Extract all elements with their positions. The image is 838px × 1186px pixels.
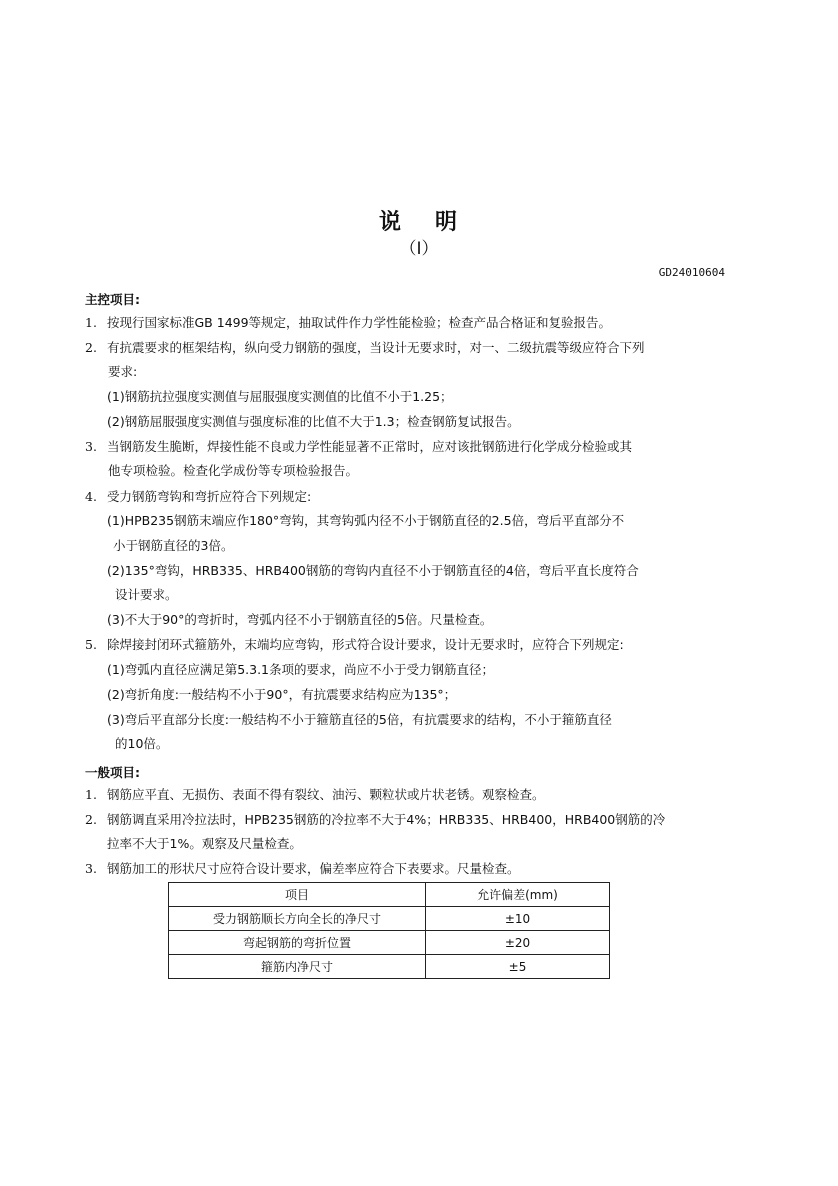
item-number: 4. [85,489,97,504]
table-header-row [169,883,610,907]
sub-item-continuation: 小于钢筋直径的3倍。 [113,538,234,553]
list-item [85,812,665,828]
sub-item: (3)不大于90°的弯折时，弯弧内径不小于钢筋直径的5倍。尺量检查。 [107,612,493,627]
sub-item: (2)135°弯钩，HRB335、HRB400钢筋的弯钩内直径不小于钢筋直径的4倍，弯后平直长度符合 [107,563,639,578]
sub-item-continuation: 的10倍。 [115,736,169,751]
table-cell-tolerance: ±10 [426,907,610,931]
table-header-item: 项目 [169,883,426,907]
table-cell-tolerance: ±5 [426,955,610,979]
table-row [169,955,610,979]
table-cell-item: 箍筋内净尺寸 [169,955,426,979]
item-number: 2. [85,812,97,827]
sub-item-continuation: 设计要求。 [115,587,178,602]
item-text: 受力钢筋弯钩和弯折应符合下列规定: [107,489,312,504]
list-item [85,340,645,356]
item-text: 钢筋调直采用冷拉法时，HPB235钢筋的冷拉率不大于4%；HRB335、HRB400，HRB400钢筋的冷 [107,812,666,827]
table-cell-item: 受力钢筋顺长方向全长的净尺寸 [169,907,426,931]
list-item [85,315,611,331]
item-number: 2. [85,340,97,355]
list-item [85,637,624,653]
title-char-2: 明 [435,210,460,235]
list-item [85,787,545,803]
item-number: 1. [85,787,97,802]
list-item [85,489,311,505]
item-number: 3. [85,439,97,454]
item-text: 按现行国家标准GB 1499等规定，抽取试件作力学性能检验；检查产品合格证和复验报告。 [107,315,612,330]
item-text: 钢筋加工的形状尺寸应符合设计要求，偏差率应符合下表要求。尺量检查。 [107,861,520,876]
item-text: 钢筋应平直、无损伤、表面不得有裂纹、油污、颗粒状或片状老锈。观察检查。 [107,787,545,802]
sub-item: (1)HPB235钢筋末端应作180°弯钩，其弯钩弧内径不小于钢筋直径的2.5倍，弯后平直部分不 [107,513,625,528]
title-char-1: 说 [378,210,403,235]
table-row [169,931,610,955]
list-item [85,861,520,877]
table-cell-item: 弯起钢筋的弯折位置 [169,931,426,955]
item-number: 5. [85,637,97,652]
page-title [0,205,838,236]
section-heading-main: 主控项目: [85,292,140,307]
item-continuation: 他专项检验。检查化学成份等专项检验报告。 [108,463,359,478]
list-item [85,439,632,455]
sub-item: (1)钢筋抗拉强度实测值与屈服强度实测值的比值不小于1.25； [107,389,453,404]
table-row [169,907,610,931]
table-header-tolerance: 允许偏差(mm) [426,883,610,907]
document-code: GD24010604 [658,266,725,279]
item-number: 3. [85,861,97,876]
sub-item: (2)弯折角度:一般结构不小于90°，有抗震要求结构应为135°； [107,687,457,702]
item-text: 当钢筋发生脆断，焊接性能不良或力学性能显著不正常时，应对该批钢筋进行化学成分检验或其 [107,439,633,454]
sub-item: (2)钢筋屈服强度实测值与强度标准的比值不大于1.3；检查钢筋复试报告。 [107,414,520,429]
item-text: 有抗震要求的框架结构，纵向受力钢筋的强度，当设计无要求时，对一、二级抗震等级应符合下列 [107,340,645,355]
table-cell-tolerance: ±20 [426,931,610,955]
item-continuation: 要求: [108,364,138,379]
sub-item: (1)弯弧内直径应满足第5.3.1条项的要求，尚应不小于受力钢筋直径； [107,662,495,677]
item-number: 1. [85,315,97,330]
section-heading-general: 一般项目: [85,765,140,780]
item-continuation: 拉率不大于1%。观察及尺量检查。 [107,836,302,851]
deviation-table [168,882,610,979]
page-subtitle: （Ⅰ） [399,239,439,259]
sub-item: (3)弯后平直部分长度:一般结构不小于箍筋直径的5倍，有抗震要求的结构，不小于箍筋直径 [107,712,612,727]
item-text: 除焊接封闭环式箍筋外，末端均应弯钩，形式符合设计要求，设计无要求时，应符合下列规定: [107,637,624,652]
